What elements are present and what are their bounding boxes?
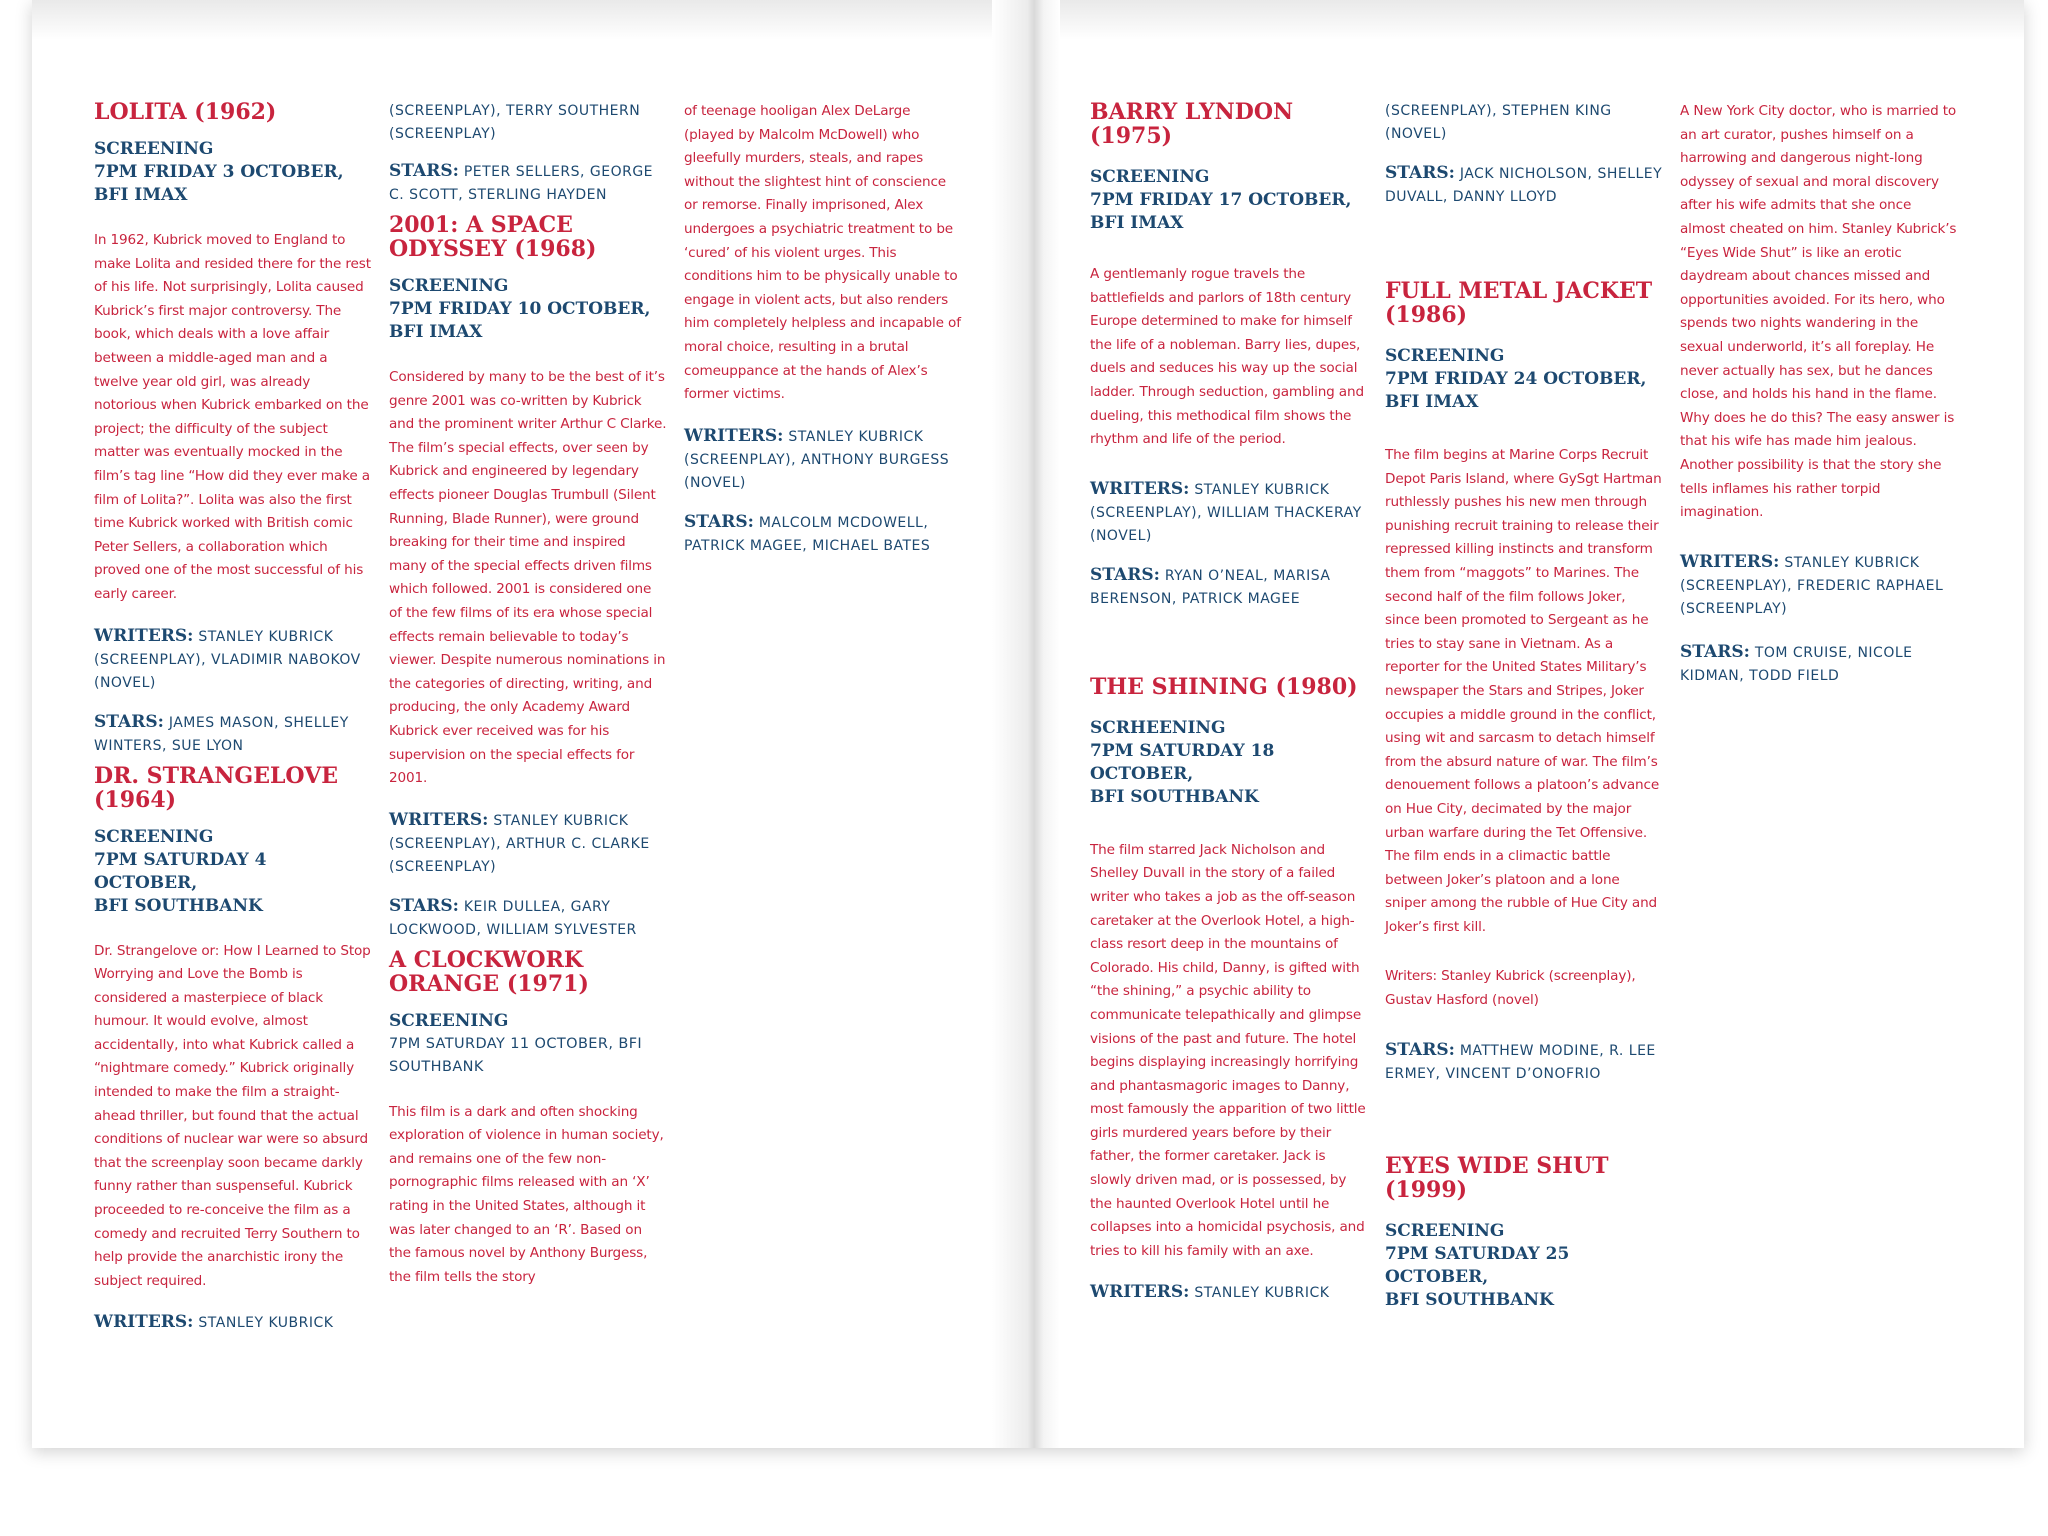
writers-credit [389, 809, 667, 879]
stars-label: STARS: [389, 161, 459, 181]
stars-label: STARS: [1090, 564, 1160, 585]
screening-date: 7PM FRIDAY 10 OCTOBER, [389, 299, 651, 319]
screening-venue: BFI SOUTHBANK [94, 895, 263, 916]
writers-credit [1090, 1281, 1368, 1305]
writers-text: STANLEY KUBRICK (SCREENPLAY), FREDERIC RAPHAEL (SCREENPLAY) [1680, 554, 1944, 617]
screening-label: SCREENING [94, 139, 214, 159]
film-title: DR. STRANGELOVE (1964) [94, 762, 339, 813]
writers-continued: (SCREENPLAY), TERRY SOUTHERN (SCREENPLAY) [389, 103, 641, 142]
stars-credit [389, 160, 667, 207]
stars-label: STARS: [1680, 641, 1750, 662]
screening-venue: BFI IMAX [1090, 213, 1184, 233]
stars-label: STARS: [1385, 163, 1455, 183]
writers-credit [684, 425, 962, 495]
film-barry-lyndon [1090, 100, 1368, 611]
film-lolita [94, 100, 372, 758]
stars-label: STARS: [94, 711, 164, 732]
screening-date: 7PM SATURDAY 4 OCTOBER, [94, 849, 267, 893]
screening-info [1090, 166, 1368, 235]
film-title: 2001: A SPACE ODYSSEY (1968) [389, 212, 597, 262]
screening-info [94, 826, 372, 918]
screening-date-venue: 7PM SATURDAY 11 OCTOBER, BFI SOUTHBANK [389, 1035, 643, 1075]
stars-credit [684, 511, 962, 558]
film-title: LOLITA (1962) [94, 99, 277, 125]
screening-label: SCREENING [389, 1010, 509, 1031]
screening-info [1090, 717, 1368, 809]
writers-label: WRITERS: [94, 625, 194, 646]
writers-text: STANLEY KUBRICK (SCREENPLAY), ANTHONY BURGESS (NOVEL) [684, 428, 950, 491]
film-description: The film starred Jack Nicholson and Shelley Duvall in the story of a failed writer who takes a job as the off-season caretaker at the Overlook Hotel, a high-class resort deep in the mountains of Colorado. His child, Danny, is gifted with “the shining,” a psychic ability to communicate telepathically and glimpse visions of the past and future. The hotel begins displaying increasingly horrifying and phantasmagoric images to Danny, most famously the apparition of two little girls murdered years before by their father, the former caretaker. Jack is slowly driven mad, or is possessed, by the haunted Overlook Hotel until he collapses into a homicidal psychosis, and tries to kill his family with an axe. [1090, 841, 1366, 1259]
right-column-1 [1090, 100, 1368, 1321]
writers-text: STANLEY KUBRICK [1194, 1285, 1330, 1302]
film-title: EYES WIDE SHUT (1999) [1385, 1152, 1609, 1203]
screening-date: 7PM SATURDAY 18 OCTOBER, [1090, 740, 1275, 784]
left-column-1 [94, 100, 372, 1351]
film-description-continued: of teenage hooligan Alex DeLarge (played by Malcolm McDowell) who gleefully murders, steals, and rapes without the slightest hint of conscience or remorse. Finally imprisoned, Alex undergoes a psychiatric treatment to be ‘cured’ of his violent urges. This conditions him to be physically unable to engage in violent acts, but also renders him completely helpless and incapable of moral choice, resulting in a brutal comeuppance at the hands of Alex’s former victims. [684, 103, 961, 403]
stars-text: KEIR DULLEA, GARY LOCKWOOD, WILLIAM SYLVESTER [389, 898, 637, 938]
screening-label: SCRHEENING [1090, 717, 1226, 738]
left-column-3 [684, 100, 962, 574]
writers-credit [94, 625, 372, 695]
screening-label: SCREENING [1090, 167, 1210, 187]
writers-label: WRITERS: [684, 425, 784, 446]
screening-date: 7PM SATURDAY 25 OCTOBER, [1385, 1243, 1570, 1287]
writers-text: STANLEY KUBRICK (SCREENPLAY), WILLIAM THACKERAY (NOVEL) [1090, 481, 1362, 544]
screening-label: SCREENING [1385, 346, 1505, 366]
stars-text: JACK NICHOLSON, SHELLEY DUVALL, DANNY LLOYD [1385, 166, 1663, 205]
film-description: Considered by many to be the best of it’s genre 2001 was co-written by Kubrick and the prominent writer Arthur C Clarke. The film’s special effects, over seen by Kubrick and engineered by legendary effects pioneer Douglas Trumbull (Silent Running, Blade Runner), were ground breaking for their time and inspired many of the special effects driven films which followed. 2001 is considered one of the few films of its era whose special effects remain believable to today’s viewer. Despite numerous nominations in the categories of directing, writing, and producing, the only Academy Award Kubrick ever received was for his supervision on the special effects for 2001. [389, 369, 667, 787]
left-column-2 [389, 100, 667, 1307]
stars-text: TOM CRUISE, NICOLE KIDMAN, TODD FIELD [1680, 644, 1913, 684]
stars-credit [1385, 162, 1663, 209]
screening-info [389, 1010, 667, 1079]
film-title: FULL METAL JACKET (1986) [1385, 278, 1653, 328]
stars-text: MATTHEW MODINE, R. LEE ERMEY, VINCENT D’ONOFRIO [1385, 1042, 1656, 1082]
writers-label: WRITERS: [389, 809, 489, 830]
film-description: In 1962, Kubrick moved to England to make Lolita and resided there for the rest of his life. Not surprisingly, Lolita caused Kubrick’s first major controversy. The book, which deals with a love affair between a middle-aged man and a twelve year old girl, was already notorious when Kubrick embarked on the project; the difficulty of the subject matter was eventually mocked in the film’s tag line “How did they ever make a film of Lolita?”. Lolita was also the first time Kubrick worked with British comic Peter Sellers, a collaboration which proved one of the most successful of his early career. [94, 232, 371, 602]
writers-text: STANLEY KUBRICK (SCREENPLAY), ARTHUR C. CLARKE (SCREENPLAY) [389, 812, 650, 875]
writers-credit [1090, 478, 1368, 548]
stars-text: PETER SELLERS, GEORGE C. SCOTT, STERLING HAYDEN [389, 164, 654, 203]
writers-label: WRITERS: [94, 1312, 194, 1333]
stars-label: STARS: [1385, 1039, 1455, 1060]
stars-label: STARS: [389, 895, 459, 916]
brochure-spread [32, 0, 2024, 1448]
film-title: BARRY LYNDON (1975) [1090, 99, 1294, 149]
writers-text: STANLEY KUBRICK (SCREENPLAY), VLADIMIR NABOKOV (NOVEL) [94, 628, 361, 691]
screening-venue: BFI IMAX [1385, 392, 1479, 412]
screening-venue: BFI IMAX [94, 185, 188, 205]
screening-date: 7PM FRIDAY 3 OCTOBER, [94, 162, 344, 182]
stars-credit [94, 711, 372, 758]
screening-label: SCREENING [1385, 1220, 1505, 1241]
right-column-3 [1680, 100, 1958, 704]
right-column-2 [1385, 100, 1663, 1334]
film-full-metal-jacket [1385, 279, 1663, 1086]
film-eyes-wide-shut [1385, 1154, 1663, 1312]
film-description: The film begins at Marine Corps Recruit Depot Paris Island, where GySgt Hartman ruthlessly pushes his new men through punishing recruit training to release their repressed killing instincts and transform them from “maggots” to Marines. The second half of the film follows Joker, since been promoted to Sergeant as he tries to stay sane in Vietnam. As a reporter for the United States Military’s newspaper the Stars and Stripes, Joker occupies a middle ground in the conflict, using wit and sarcasm to detach himself from the absurd nature of war. The film’s denouement follows a platoon’s advance on Hue City, decimated by the major urban warfare during the Tet Offensive. The film ends in a climactic battle between Joker’s platoon and a lone sniper among the rubble of Hue City and Joker’s first kill. [1385, 447, 1662, 935]
film-title: THE SHINING (1980) [1090, 673, 1358, 700]
writers-label: WRITERS: [1090, 478, 1190, 499]
film-strangelove [94, 764, 372, 1336]
film-odyssey [389, 213, 667, 942]
stars-credit [1385, 1039, 1663, 1086]
film-the-shining [1090, 675, 1368, 1306]
stars-text: MALCOLM MCDOWELL, PATRICK MAGEE, MICHAEL BATES [684, 514, 931, 554]
writers-text: STANLEY KUBRICK [198, 1315, 334, 1332]
stars-credit [1680, 641, 1958, 688]
screening-info [1385, 345, 1663, 414]
writers-credit: Writers: Stanley Kubrick (screenplay), Gustav Hasford (novel) [1385, 968, 1636, 1009]
screening-venue: BFI SOUTHBANK [1090, 786, 1259, 807]
screening-date: 7PM FRIDAY 24 OCTOBER, [1385, 369, 1647, 389]
screening-venue: BFI SOUTHBANK [1385, 1289, 1554, 1310]
film-description: Dr. Strangelove or: How I Learned to Stop Worrying and Love the Bomb is considered a masterpiece of black humour. It would evolve, almost accidentally, into what Kubrick called a “nightmare comedy.” Kubrick originally intended to make the film a straight-ahead thriller, but found that the actual conditions of nuclear war were so absurd that the screenplay soon became darkly funny rather than suspenseful. Kubrick proceeded to re-conceive the film as a comedy and recruited Terry Southern to help provide the anarchistic irony the subject required. [94, 942, 371, 1289]
screening-label: SCREENING [389, 276, 509, 296]
stars-text: RYAN O’NEAL, MARISA BERENSON, PATRICK MAGEE [1090, 567, 1331, 607]
film-description: A gentlemanly rogue travels the battlefields and parlors of 18th century Europe determined to make for himself the life of a nobleman. Barry lies, dupes, duels and seduces his way up the social ladder. Through seduction, gambling and dueling, this methodical film shows the rhythm and life of the period. [1090, 266, 1364, 448]
writers-continued: (SCREENPLAY), STEPHEN KING (NOVEL) [1385, 103, 1612, 142]
center-gutter [992, 0, 1060, 1448]
stars-text: JAMES MASON, SHELLEY WINTERS, SUE LYON [94, 714, 349, 754]
writers-label: WRITERS: [1680, 551, 1780, 572]
screening-info [1385, 1220, 1663, 1312]
stars-label: STARS: [684, 511, 754, 532]
screening-date: 7PM FRIDAY 17 OCTOBER, [1090, 190, 1352, 210]
screening-venue: BFI IMAX [389, 322, 483, 342]
writers-label: WRITERS: [1090, 1282, 1190, 1303]
writers-credit [1680, 551, 1958, 621]
writers-credit [94, 1311, 372, 1335]
screening-info [94, 138, 372, 207]
film-clockwork [389, 948, 667, 1290]
film-description: This film is a dark and often shocking exploration of violence in human society, and remains one of the few non-pornographic films released with an ‘X’ rating in the United States, although it was later changed to an ‘R’. Based on the famous novel by Anthony Burgess, the film tells the story [389, 1103, 664, 1285]
film-title: A CLOCKWORK ORANGE (1971) [389, 946, 589, 997]
stars-credit [1090, 564, 1368, 611]
stars-credit [389, 895, 667, 942]
film-description-continued: A New York City doctor, who is married to an art curator, pushes himself on a harrowing and dangerous night-long odyssey of sexual and moral discovery after his wife admits that she once almost cheated on him. Stanley Kubrick’s “Eyes Wide Shut” is like an erotic daydream about chances missed and opportunities avoided. For its hero, who spends two nights wandering in the sexual underworld, it’s all foreplay. He never actually has sex, but he dances close, and holds his hand in the flame. Why does he do this? The easy answer is that his wife has made him jealous. Another possibility is that the story she tells inflames his rather torpid imagination. [1680, 103, 1957, 521]
screening-label: SCREENING [94, 826, 214, 847]
screening-info [389, 275, 667, 344]
